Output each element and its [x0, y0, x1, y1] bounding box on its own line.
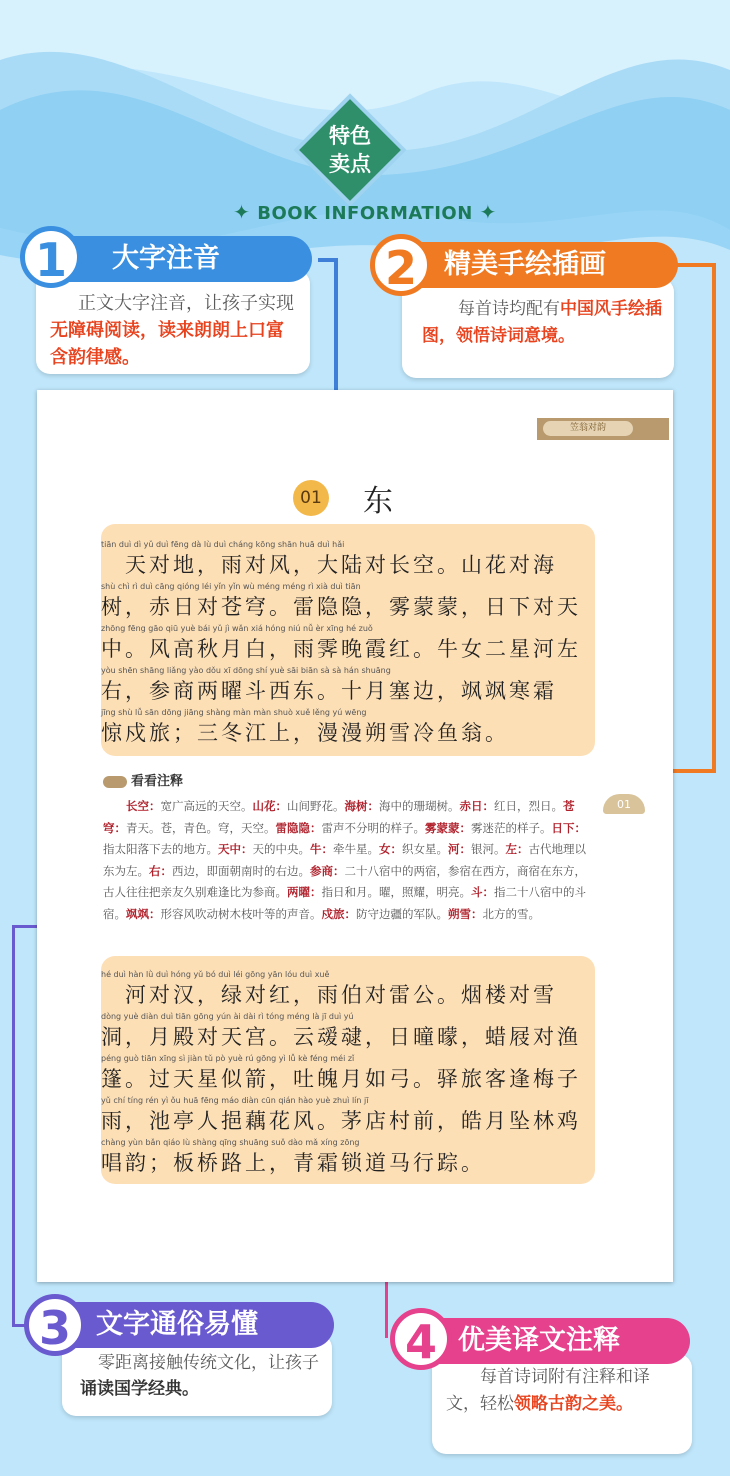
feature-2-desc-a: 每首诗均配有 — [458, 299, 560, 319]
verse-line — [101, 1138, 595, 1180]
feature-2-desc-b: 中国风手绘插图，领悟诗词意境。 — [422, 299, 662, 346]
verse-line — [101, 1012, 595, 1054]
notes-text — [103, 796, 597, 926]
pinyin-line: péng guò tiān xīng sì jiàn tǔ pò yuè rú gōng yì lǚ kè féng méi zǐ — [101, 1054, 355, 1063]
connector-line-2 — [676, 263, 716, 267]
note-definition: 宽广高远的天空。 — [160, 799, 253, 813]
feature-3-desc-b: 诵读国学经典。 — [80, 1379, 199, 1399]
feature-number-3: 3 — [24, 1294, 86, 1356]
book-page-preview — [37, 390, 673, 1282]
verse-line — [101, 582, 595, 624]
hanzi-line: 惊戍旅；三冬江上，漫漫朔雪冷鱼翁。 — [101, 721, 509, 745]
note-definition: 山间野花。 — [287, 799, 345, 813]
note-definition: 指日和月。曜，照耀，明亮。 — [321, 885, 471, 900]
verse-line — [101, 540, 595, 582]
badge-line2: 卖点 — [329, 152, 371, 176]
verse-line — [101, 708, 595, 750]
hanzi-line: 篷。过天星似箭，吐魄月如弓。驿旅客逢梅子 — [101, 1067, 581, 1091]
notes-heading — [103, 770, 183, 789]
book-information-text: BOOK INFORMATION — [257, 203, 473, 224]
connector-line-1b — [334, 258, 338, 392]
feature-pill-3 — [46, 1302, 334, 1348]
book-information-heading — [170, 200, 560, 224]
note-definition: 防守边疆的军队。 — [356, 906, 448, 921]
feature-number-1: 1 — [20, 226, 82, 288]
note-term: 女： — [379, 842, 402, 857]
feature-card-1 — [36, 270, 310, 374]
feature-1-desc-b: 无障碍阅读，读来朗朗上口富含韵律感。 — [50, 320, 284, 368]
note-definition: 青天。苍，青色。穹，天空。 — [126, 820, 276, 835]
hanzi-line: 河对汉，绿对红，雨伯对雷公。烟楼对雪 — [101, 983, 557, 1007]
note-term: 戍旅： — [321, 906, 356, 921]
pinyin-line: tiān duì dì yǔ duì fēng dà lù duì cháng kōng shān huā duì hǎi — [101, 540, 345, 549]
connector-line-3 — [12, 925, 38, 928]
badge-line1: 特色 — [329, 124, 371, 148]
note-definition: 牵牛星。 — [333, 842, 379, 857]
note-term: 雷隐隐： — [275, 820, 322, 835]
note-term: 参商： — [310, 863, 345, 878]
cloud-ornament-icon — [103, 776, 127, 788]
feature-badge — [300, 100, 400, 200]
verse-line — [101, 1096, 595, 1138]
lesson-title: 东 — [363, 484, 393, 519]
note-definition: 西边，即面朝南时的右边。 — [172, 863, 310, 878]
notes-title: 看看注释 — [131, 774, 184, 789]
pinyin-line: hé duì hàn lǜ duì hóng yǔ bó duì léi gōng yān lóu duì xuě — [101, 970, 330, 979]
connector-line-2c — [673, 769, 716, 773]
hanzi-line: 洞，月殿对天宫。云叆叇，日曈曚，蜡屐对渔 — [101, 1025, 581, 1049]
sparkle-icon: ✦ — [233, 200, 251, 224]
connector-line-4 — [385, 1282, 388, 1338]
note-term: 雾蒙蒙： — [425, 820, 471, 835]
pinyin-line: jīng shù lǚ sān dōng jiāng shàng màn màn shuò xuě lěng yú wēng — [101, 708, 367, 717]
pinyin-line: yǔ chí tíng rén yì ǒu huā fēng máo diàn cūn qián hào yuè zhuì lín jī — [101, 1096, 369, 1105]
hanzi-line: 天对地，雨对风，大陆对长空。山花对海 — [101, 553, 557, 577]
note-term: 山花： — [252, 799, 287, 813]
verse-line — [101, 1054, 595, 1096]
note-definition: 形容风吹动树木枝叶等的声音。 — [160, 906, 322, 921]
feature-4-title: 优美译文注释 — [458, 1325, 620, 1356]
note-term: 朔雪： — [448, 906, 483, 921]
note-definition: 织女星。 — [402, 842, 448, 857]
hanzi-line: 右，参商两曜斗西东。十月塞边，飒飒寒霜 — [101, 679, 557, 703]
sparkle-icon: ✦ — [479, 200, 497, 224]
note-term: 斗： — [471, 885, 494, 900]
note-definition: 雷声不分明的样子。 — [321, 820, 425, 835]
note-definition: 指太阳落下去的地方。 — [103, 842, 218, 857]
hanzi-line: 中。风高秋月白，雨霁晚霞红。牛女二星河左 — [101, 637, 581, 661]
feature-1-desc-a: 正文大字注音，让孩子实现 — [78, 293, 294, 314]
connector-line-2b — [712, 263, 716, 773]
note-definition: 雾迷茫的样子。 — [471, 820, 552, 835]
page-corner-tab — [537, 418, 669, 440]
note-definition: 红日，烈日。 — [494, 799, 563, 813]
note-term: 牛： — [310, 842, 333, 857]
hanzi-line: 唱韵；板桥路上，青霜锁道马行踪。 — [101, 1151, 485, 1175]
note-term: 天中： — [218, 842, 253, 857]
feature-number-4: 4 — [390, 1308, 452, 1370]
pinyin-line: chàng yùn bǎn qiáo lù shàng qīng shuāng suǒ dào mǎ xíng zōng — [101, 1138, 360, 1147]
note-definition: 银河。 — [471, 842, 506, 857]
hanzi-line: 树，赤日对苍穹。雷隐隐，雾蒙蒙，日下对天 — [101, 595, 581, 619]
note-term: 苍穹： — [103, 799, 575, 835]
pinyin-line: dòng yuè diàn duì tiān gōng yún ài dài rì tóng méng là jī duì yú — [101, 1012, 354, 1021]
feature-2-title: 精美手绘插画 — [444, 249, 606, 280]
feature-number-2: 2 — [370, 234, 432, 296]
pinyin-line: zhōng fēng gāo qiū yuè bái yǔ jì wǎn xiá hóng niú nǚ èr xīng hé zuǒ — [101, 624, 373, 633]
note-term: 海树： — [344, 799, 379, 813]
corner-tab-label: 笠翁对韵 — [543, 421, 633, 436]
page-fan-marker: 01 — [603, 794, 645, 814]
verse-line — [101, 666, 595, 708]
pinyin-line: yòu shēn shāng liǎng yào dǒu xī dōng shí yuè sāi biān sà sà hán shuāng — [101, 666, 391, 675]
note-term: 两曜： — [287, 885, 322, 900]
note-term: 长空： — [126, 799, 161, 813]
feature-4-desc-a: 每首诗词附有注释和译文，轻松 — [446, 1367, 650, 1414]
note-term: 赤日： — [459, 799, 494, 813]
note-definition: 天的中央。 — [252, 842, 310, 857]
hanzi-line: 雨，池亭人挹藕花风。茅店村前，皓月坠林鸡 — [101, 1109, 581, 1133]
pinyin-line: shù chì rì duì cāng qióng léi yǐn yǐn wù méng méng rì xià duì tiān — [101, 582, 361, 591]
note-term: 日下： — [551, 820, 586, 835]
note-term: 右： — [149, 863, 172, 878]
feature-3-title: 文字通俗易懂 — [96, 1309, 258, 1340]
feature-card-2 — [402, 278, 674, 378]
note-definition: 海中的珊瑚树。 — [379, 799, 460, 813]
note-term: 左： — [505, 842, 529, 857]
note-definition: 指二十八宿中的斗宿。 — [103, 885, 586, 921]
verse-line — [101, 624, 595, 666]
feature-1-title: 大字注音 — [112, 243, 220, 274]
verse-line — [101, 970, 595, 1012]
connector-line-3b — [12, 925, 15, 1327]
verse-box-2 — [101, 956, 595, 1184]
note-definition: 古代地理以东为左。 — [103, 842, 586, 878]
note-definition: 北方的雪。 — [482, 906, 540, 921]
note-definition: 二十八宿中的两宿，参宿在西方，商宿在东方，古人往往把亲友久别难逢比为参商。 — [103, 863, 586, 900]
verse-box-1 — [101, 524, 595, 756]
feature-card-4 — [432, 1354, 692, 1454]
feature-3-desc-a: 零距离接触传统文化，让孩子 — [98, 1353, 319, 1373]
note-term: 河： — [448, 842, 471, 857]
note-term: 飒飒： — [126, 906, 161, 921]
lesson-number: 01 — [293, 480, 329, 516]
feature-4-desc-b: 领略古韵之美。 — [514, 1394, 633, 1414]
